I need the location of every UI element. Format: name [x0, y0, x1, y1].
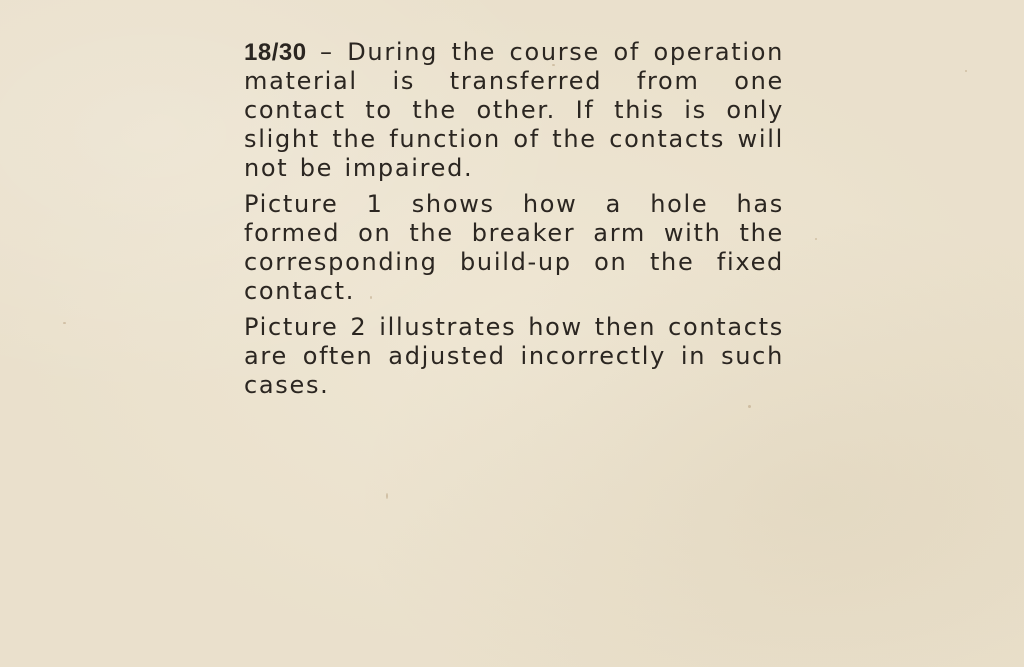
- section-number: 18/30: [244, 39, 307, 66]
- paper-speck: [965, 70, 967, 72]
- paragraph-1: [244, 38, 784, 183]
- paragraph-1-text: During the course of operation material is transferred from one contact to the other. If this is only slight the function of the contacts will not be impaired.: [244, 38, 785, 182]
- paper-speck: [815, 238, 817, 240]
- body-text: [244, 38, 784, 407]
- paragraph-2: Picture 1 shows how a hole has formed on the breaker arm with the corresponding build-up on the fixed contact.: [244, 190, 784, 305]
- paper-speck: [386, 493, 388, 499]
- paragraph-3: Picture 2 illustrates how then contacts are often adjusted incorrectly in such cases.: [244, 313, 784, 399]
- paper-speck: [63, 322, 66, 324]
- section-dash: –: [306, 38, 348, 66]
